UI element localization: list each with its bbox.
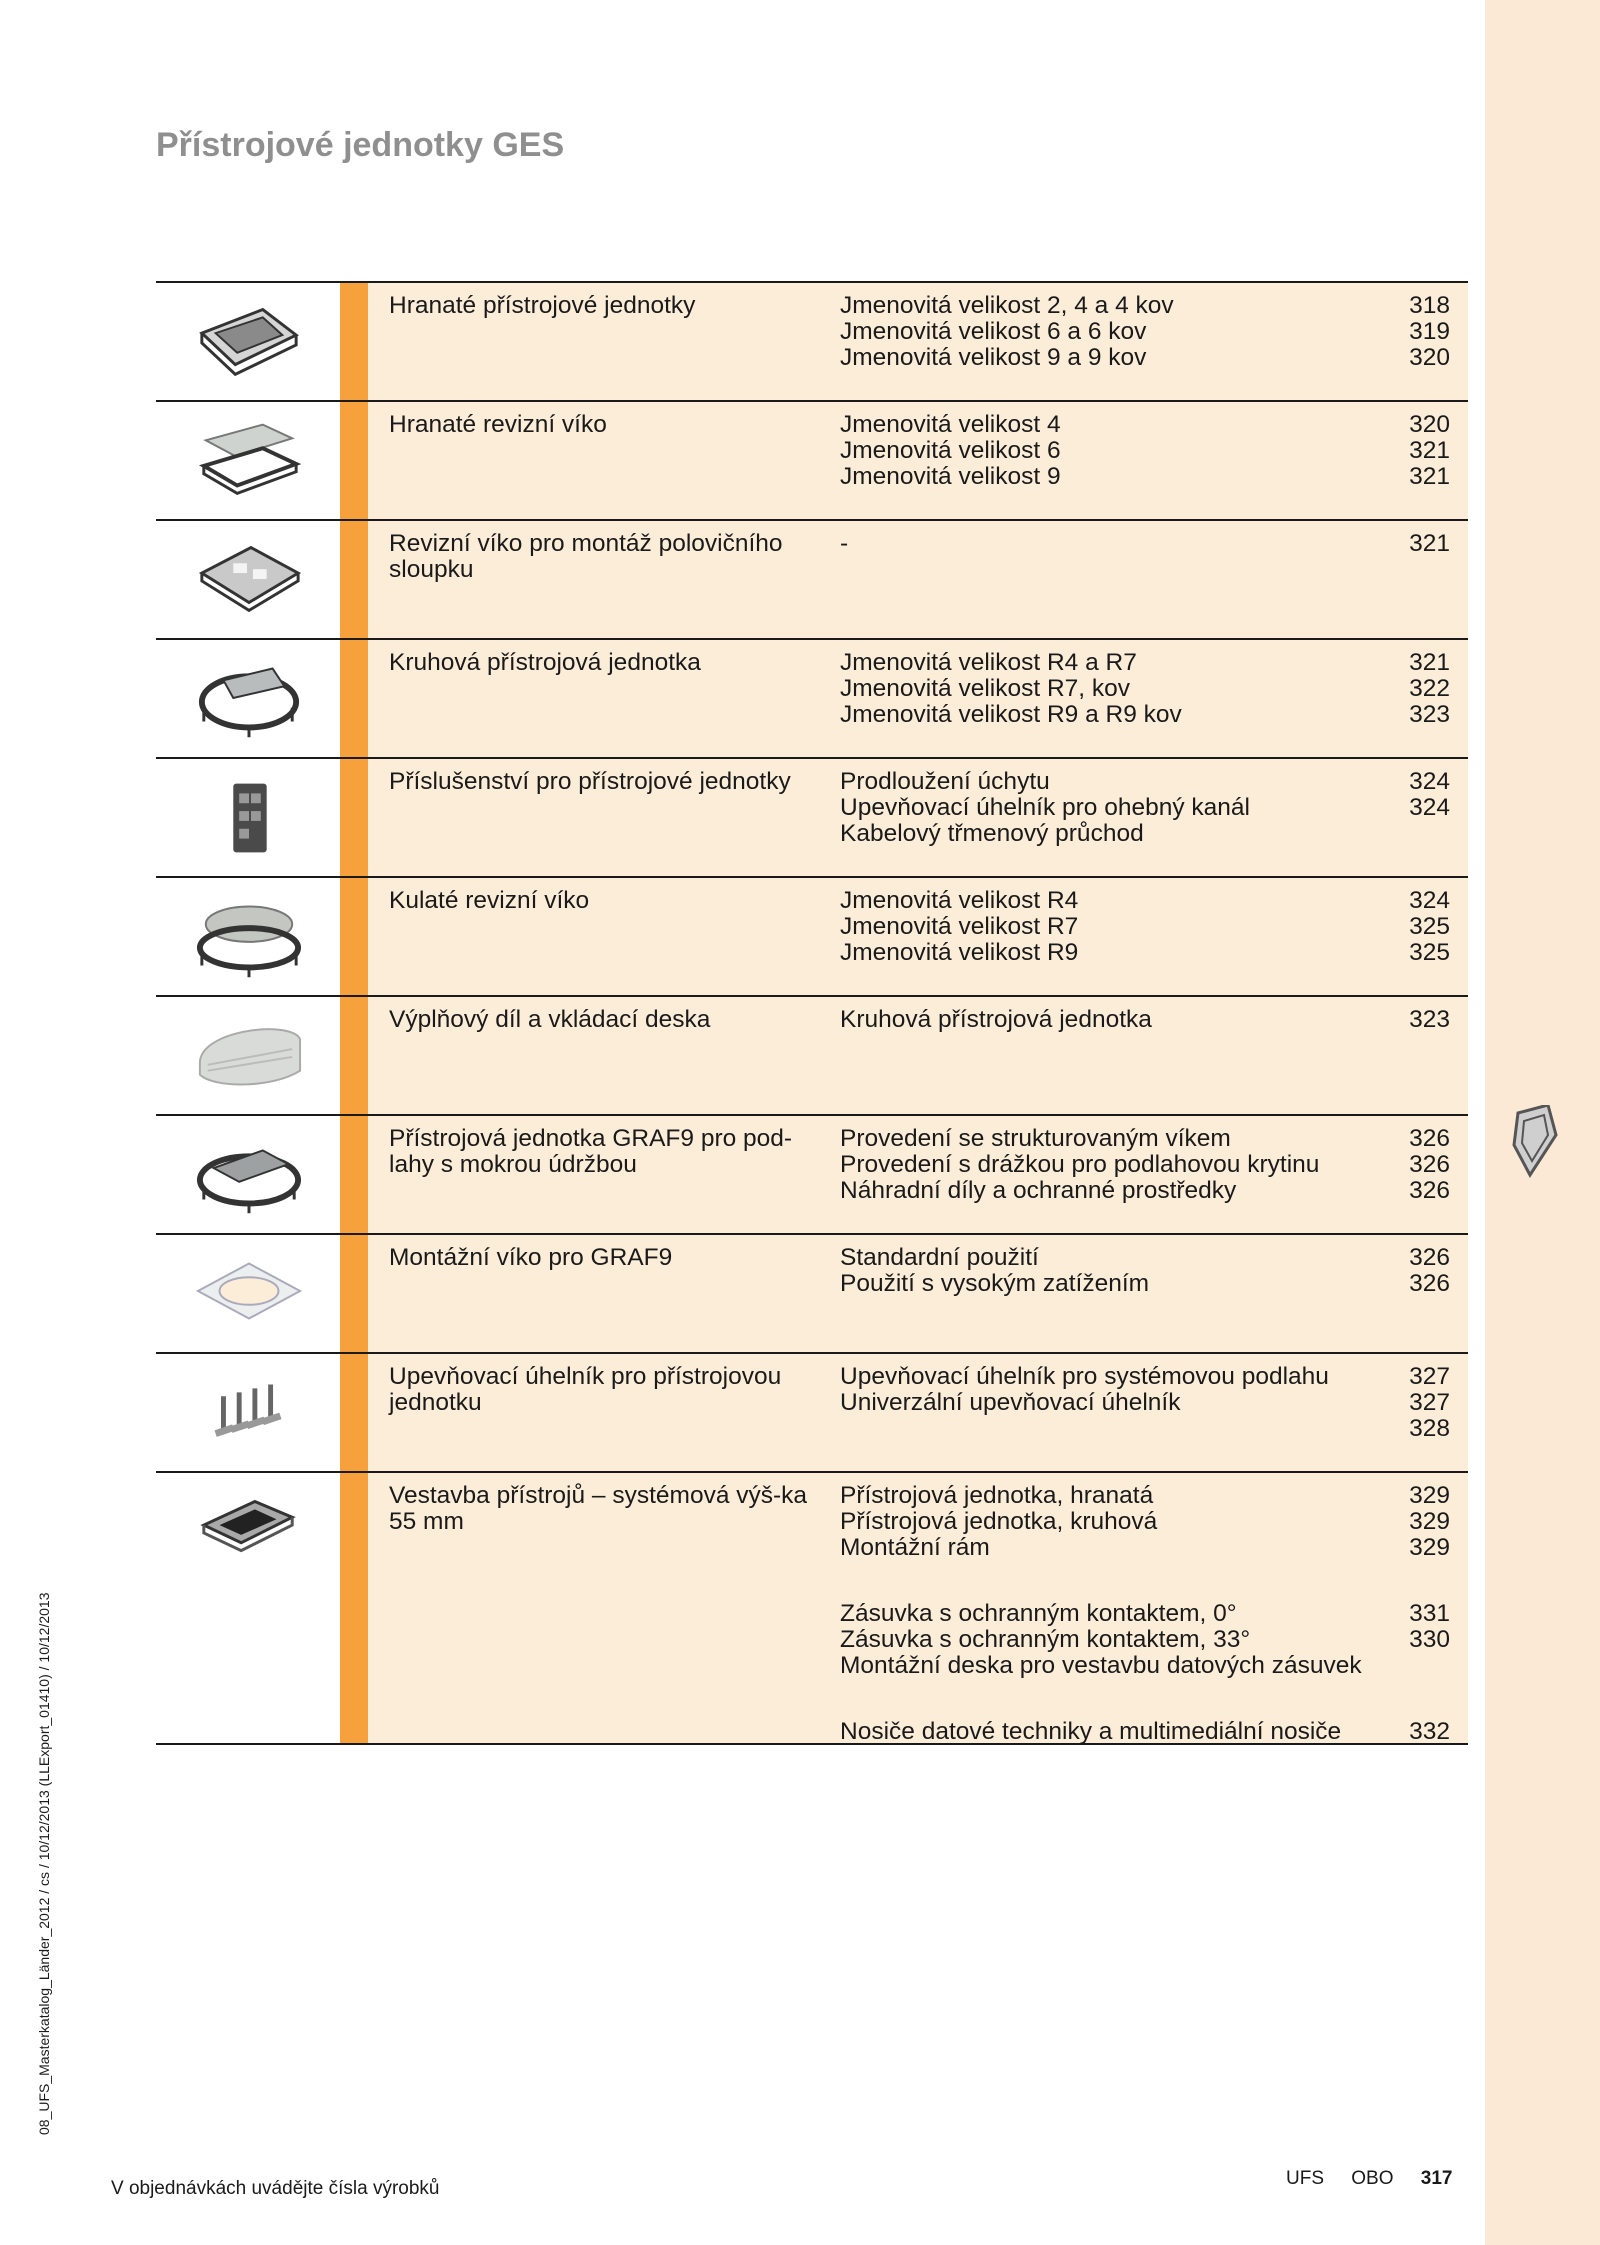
accent-bar	[340, 402, 368, 519]
subitem-text: Jmenovitá velikost 4	[840, 411, 1061, 438]
page-title: Přístrojové jednotky GES	[156, 126, 565, 164]
subitem	[840, 1653, 1450, 1679]
subitem	[840, 888, 1450, 914]
accent-bar	[340, 1473, 368, 1743]
subitem	[840, 1535, 1450, 1561]
subitem	[840, 531, 1450, 557]
square-device-unit-icon	[194, 295, 304, 385]
subitem-text: Jmenovitá velikost 6 a 6 kov	[840, 318, 1147, 345]
square-cover-icon	[194, 414, 304, 504]
half-column-cover-icon	[194, 533, 304, 623]
section-marker-icon	[1510, 1105, 1560, 1180]
subitem	[840, 940, 1450, 966]
subitem	[840, 821, 1450, 847]
subitem-text: Univerzální upevňovací úhelník	[840, 1389, 1181, 1416]
subitem-text: Jmenovitá velikost R9	[840, 939, 1079, 966]
thumbnail-cell	[156, 1235, 340, 1352]
thumbnail-cell	[156, 521, 340, 638]
page-number: 317	[1420, 2168, 1453, 2189]
accessory-clip-icon	[194, 771, 304, 861]
toc-row	[156, 640, 1468, 759]
subitem-list	[840, 650, 1450, 728]
subitem	[840, 1601, 1450, 1627]
toc-row	[156, 1354, 1468, 1473]
subitem	[840, 1483, 1450, 1509]
page-ref: 322	[1409, 675, 1450, 702]
subitem	[840, 1126, 1450, 1152]
fixing-bracket-icon	[194, 1366, 304, 1456]
page-ref: 321	[1409, 463, 1450, 490]
graf9-unit-icon	[194, 1128, 304, 1218]
page-ref: 323	[1409, 701, 1450, 728]
page-ref: 324	[1409, 768, 1450, 795]
thumbnail-cell	[156, 759, 340, 876]
toc-row	[156, 402, 1468, 521]
page-ref: 319	[1409, 318, 1450, 345]
subitem-text: Montážní deska pro vestavbu datových zásuvek	[840, 1652, 1362, 1679]
footer-right	[1286, 2168, 1453, 2190]
subitem-list	[840, 531, 1450, 557]
subitem-text: Jmenovitá velikost 2, 4 a 4 kov	[840, 292, 1174, 319]
subitem-text: Jmenovitá velikost 6	[840, 437, 1061, 464]
toc-row	[156, 1235, 1468, 1354]
page-ref: 331	[1409, 1600, 1450, 1627]
accent-bar	[340, 878, 368, 995]
thumbnail-cell	[156, 1116, 340, 1233]
page-ref: 329	[1409, 1508, 1450, 1535]
graf9-mounting-cover-icon	[194, 1247, 304, 1337]
category-title: Kulaté revizní víko	[389, 887, 590, 914]
subitem-text: Kruhová přístrojová jednotka	[840, 1006, 1152, 1033]
accent-bar	[340, 1235, 368, 1352]
subitem-text: Jmenovitá velikost R9 a R9 kov	[840, 701, 1182, 728]
subitem-list	[840, 769, 1450, 847]
subitem	[840, 702, 1450, 728]
subitem-list	[840, 1483, 1450, 1745]
category-title: Kruhová přístrojová jednotka	[389, 649, 701, 676]
subitem	[840, 1245, 1450, 1271]
category-title: Příslušenství pro přístrojové jednotky	[389, 768, 791, 795]
accent-bar	[340, 283, 368, 400]
subitem-list	[840, 293, 1450, 371]
subitem	[840, 1509, 1450, 1535]
page-ref: 320	[1409, 411, 1450, 438]
subitem-text: Jmenovitá velikost R7, kov	[840, 675, 1131, 702]
subitem	[840, 769, 1450, 795]
page-ref: 326	[1409, 1244, 1450, 1271]
thumbnail-cell	[156, 1354, 340, 1471]
category-title: Hranaté přístrojové jednotky	[389, 292, 696, 319]
page-ref: 326	[1409, 1151, 1450, 1178]
page-ref: 324	[1409, 887, 1450, 914]
page-ref: 325	[1409, 939, 1450, 966]
subitem-list	[840, 888, 1450, 966]
subitem-text: Provedení se strukturovaným víkem	[840, 1125, 1231, 1152]
subitem	[840, 1271, 1450, 1297]
toc-row	[156, 997, 1468, 1116]
page-ref: 324	[1409, 794, 1450, 821]
subitem-list	[840, 1007, 1450, 1033]
page-ref: 329	[1409, 1482, 1450, 1509]
subitem-text: Nosiče datové techniky a multimediální nosiče	[840, 1718, 1342, 1745]
accent-bar	[340, 1354, 368, 1471]
subitem-text: Jmenovitá velikost R4 a R7	[840, 649, 1137, 676]
subitem	[840, 1719, 1450, 1745]
toc-row	[156, 878, 1468, 997]
thumbnail-cell	[156, 283, 340, 400]
subitem	[840, 1416, 1450, 1442]
subitem-list	[840, 1364, 1450, 1442]
subitem-list	[840, 1245, 1450, 1297]
page-ref: 321	[1409, 530, 1450, 557]
page-ref: 327	[1409, 1363, 1450, 1390]
category-title: Hranaté revizní víko	[389, 411, 607, 438]
subitem-text: Náhradní díly a ochranné prostředky	[840, 1177, 1237, 1204]
subitem-text: Jmenovitá velikost 9 a 9 kov	[840, 344, 1147, 371]
category-title: Upevňovací úhelník pro přístrojovou jednotku	[389, 1363, 782, 1416]
subitem-text: Provedení s drážkou pro podlahovou krytinu	[840, 1151, 1320, 1178]
accent-bar	[340, 997, 368, 1114]
print-metadata: 08_UFS_Masterkatalog_Länder_2012 / cs / 10/12/2013 (LLExport_01410) / 10/12/2013	[36, 1592, 52, 2135]
page-ref: 332	[1409, 1718, 1450, 1745]
subitem-text: Upevňovací úhelník pro ohebný kanál	[840, 794, 1250, 821]
subitem	[840, 650, 1450, 676]
subitem	[840, 1007, 1450, 1033]
category-title: Montážní víko pro GRAF9	[389, 1244, 673, 1271]
subitem-list	[840, 1126, 1450, 1204]
subitem	[840, 1627, 1450, 1653]
page-ref: 326	[1409, 1270, 1450, 1297]
subitem-text: Jmenovitá velikost R7	[840, 913, 1079, 940]
toc-table	[156, 281, 1468, 1745]
thumbnail-cell	[156, 1473, 340, 1743]
round-cover-icon	[194, 890, 304, 980]
device-installation-icon	[194, 1485, 304, 1575]
page-ref: 323	[1409, 1006, 1450, 1033]
toc-row	[156, 283, 1468, 402]
page-ref: 321	[1409, 437, 1450, 464]
thumbnail-cell	[156, 640, 340, 757]
page-ref: 329	[1409, 1534, 1450, 1561]
subitem	[840, 464, 1450, 490]
subitem-text: Jmenovitá velikost R4	[840, 887, 1079, 914]
subitem-text: Upevňovací úhelník pro systémovou podlahu	[840, 1363, 1329, 1390]
subitem	[840, 1152, 1450, 1178]
subitem-text: Zásuvka s ochranným kontaktem, 0°	[840, 1600, 1237, 1627]
subitem-text: Montážní rám	[840, 1534, 990, 1561]
page-ref: 326	[1409, 1177, 1450, 1204]
subitem-text: Použití s vysokým zatížením	[840, 1270, 1150, 1297]
subitem-list	[840, 412, 1450, 490]
thumbnail-cell	[156, 997, 340, 1114]
subitem	[840, 293, 1450, 319]
category-title: Přístrojová jednotka GRAF9 pro pod-lahy s mokrou údržbou	[389, 1125, 793, 1178]
page-ref: 326	[1409, 1125, 1450, 1152]
round-device-unit-icon	[194, 652, 304, 742]
subitem	[840, 795, 1450, 821]
subitem-text: Přístrojová jednotka, hranatá	[840, 1482, 1154, 1509]
subitem	[840, 345, 1450, 371]
footer-brand: OBO	[1351, 2168, 1394, 2189]
page-ref: 325	[1409, 913, 1450, 940]
category-title: Vestavba přístrojů – systémová výš-ka 55 mm	[389, 1482, 808, 1535]
subitem	[840, 914, 1450, 940]
subitem-text: Standardní použití	[840, 1244, 1039, 1271]
subitem-text: Zásuvka s ochranným kontaktem, 33°	[840, 1626, 1251, 1653]
toc-row	[156, 1473, 1468, 1745]
page-ref: 321	[1409, 649, 1450, 676]
accent-bar	[340, 521, 368, 638]
subitem-text: -	[840, 530, 849, 557]
page-ref: 327	[1409, 1389, 1450, 1416]
thumbnail-cell	[156, 878, 340, 995]
subitem	[840, 1390, 1450, 1416]
subitem	[840, 319, 1450, 345]
subitem-text: Jmenovitá velikost 9	[840, 463, 1061, 490]
footer-section: UFS	[1286, 2168, 1324, 2189]
footer-note: V objednávkách uvádějte čísla výrobků	[111, 2178, 440, 2199]
accent-bar	[340, 640, 368, 757]
subitem-text: Prodloužení úchytu	[840, 768, 1050, 795]
subitem	[840, 1178, 1450, 1204]
subitem	[840, 676, 1450, 702]
category-title: Výplňový díl a vkládací deska	[389, 1006, 711, 1033]
category-title: Revizní víko pro montáž polovičního sloupku	[389, 530, 783, 583]
page-ref: 328	[1409, 1415, 1450, 1442]
page-ref: 320	[1409, 344, 1450, 371]
subitem	[840, 438, 1450, 464]
thumbnail-cell	[156, 402, 340, 519]
toc-row	[156, 1116, 1468, 1235]
page-ref: 330	[1409, 1626, 1450, 1653]
filler-plate-icon	[194, 1009, 304, 1099]
subitem	[840, 412, 1450, 438]
toc-row	[156, 521, 1468, 640]
accent-bar	[340, 1116, 368, 1233]
accent-bar	[340, 759, 368, 876]
subitem-text: Kabelový třmenový průchod	[840, 820, 1144, 847]
toc-row	[156, 759, 1468, 878]
subitem	[840, 1364, 1450, 1390]
subitem-text: Přístrojová jednotka, kruhová	[840, 1508, 1158, 1535]
page-ref: 318	[1409, 292, 1450, 319]
